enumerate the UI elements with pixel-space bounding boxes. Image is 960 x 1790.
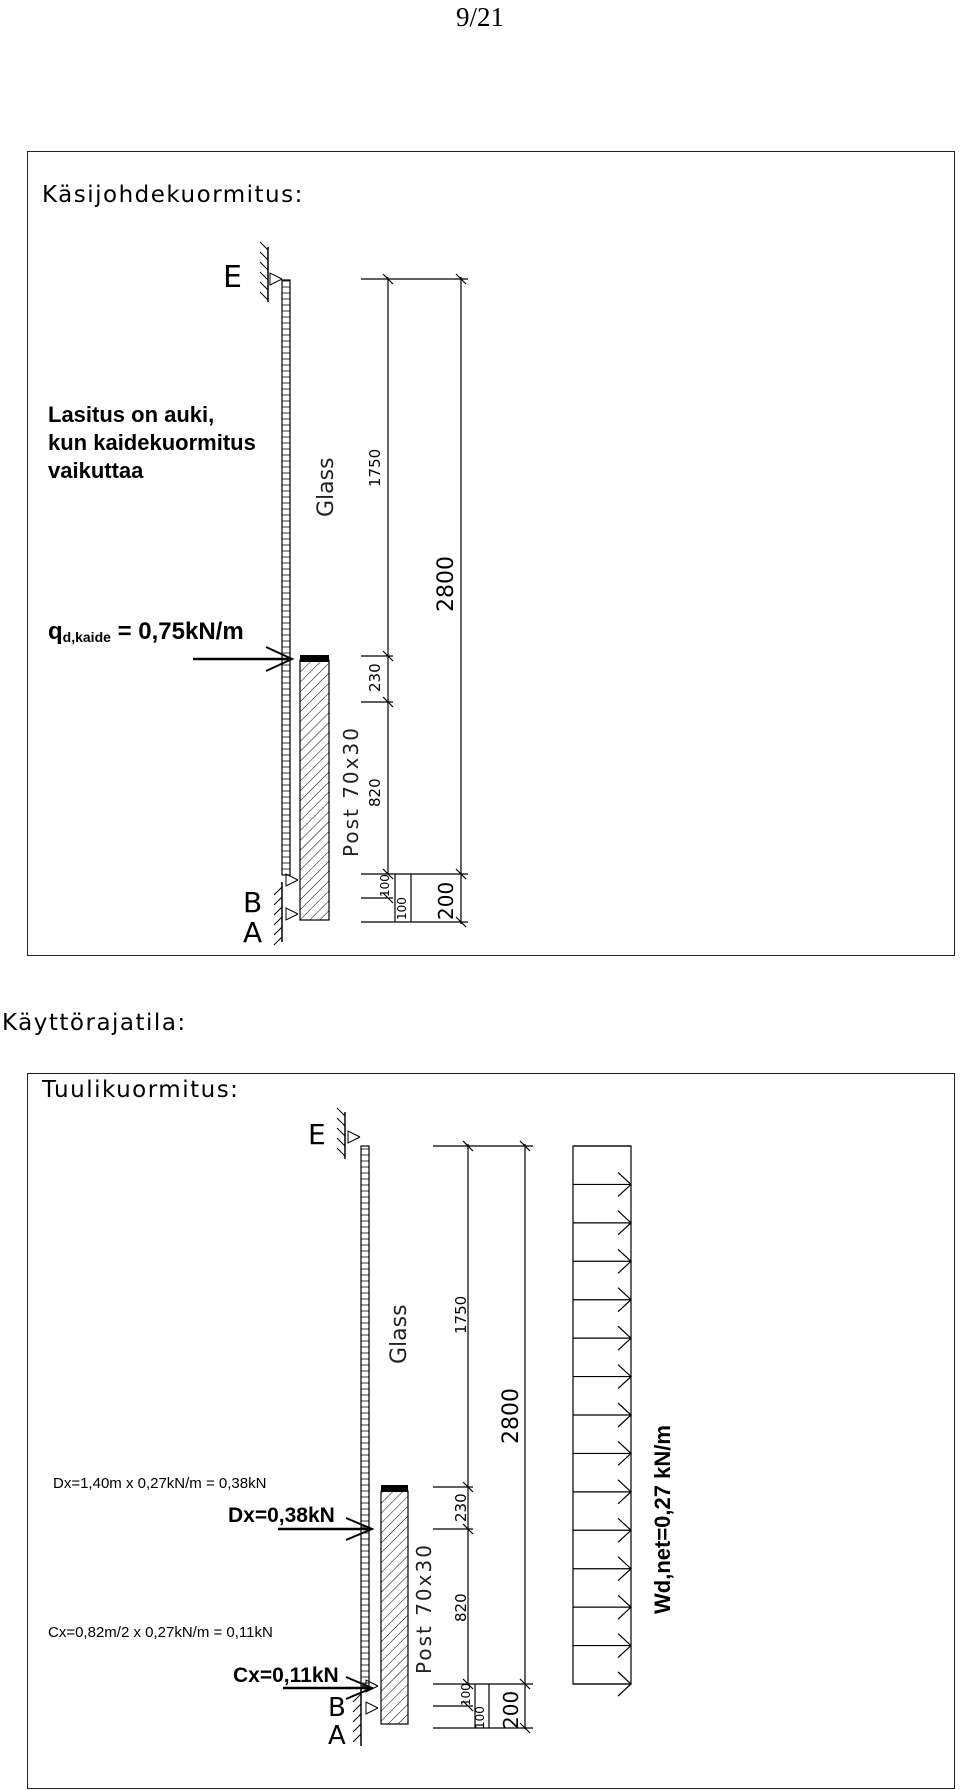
dim-2800: 2800 [434, 556, 459, 612]
support-e [223, 242, 282, 302]
support-label-a: A [243, 916, 263, 949]
glass-label: Glass [387, 1304, 412, 1364]
support-label-e: E [308, 1118, 326, 1151]
support-label-a: A [328, 1721, 346, 1751]
glass-pane [282, 280, 290, 875]
dim-2800: 2800 [499, 1388, 524, 1444]
wind-load-diagram-block [573, 1146, 631, 1696]
post [381, 1491, 408, 1724]
handrail-top [381, 1485, 408, 1492]
panel-title: Tuulikuormitus: [42, 1077, 240, 1103]
dim-100-lower: 100 [473, 1706, 487, 1729]
dim-100-lower: 100 [395, 897, 409, 920]
support-b-a [328, 1680, 378, 1751]
support-label-b: B [328, 1693, 346, 1723]
dim-820: 820 [366, 778, 384, 807]
dim-100-upper: 100 [459, 1683, 473, 1706]
handrail-top [300, 655, 329, 662]
dim-230: 230 [452, 1493, 470, 1522]
dim-1750: 1750 [452, 1295, 470, 1334]
cx-label: Cx=0,11kN [233, 1664, 339, 1687]
section-heading: Käyttörajatila: [2, 1010, 187, 1036]
dim-200: 200 [499, 1690, 523, 1729]
handrail-load-diagram [28, 152, 955, 956]
glass-label: Glass [314, 457, 339, 517]
post-label: Post 70x30 [412, 1543, 436, 1674]
wind-load-label: Wd,net=0,27 kN/m [650, 1425, 675, 1614]
wind-load-panel [27, 1073, 955, 1789]
dx-label: Dx=0,38kN [228, 1504, 335, 1527]
post [300, 660, 329, 920]
support-label-b: B [243, 886, 263, 919]
support-e [308, 1108, 360, 1159]
load-label: qd,kaide = 0,75kN/m [48, 618, 244, 645]
note-line-3: vaikuttaa [48, 458, 144, 483]
load-arrow [193, 647, 292, 671]
dim-820: 820 [452, 1593, 470, 1622]
dim-200: 200 [434, 881, 458, 920]
support-b-a [243, 874, 298, 949]
wind-load-arrows [573, 1146, 631, 1696]
page-number: 9/21 [455, 2, 504, 32]
post-label: Post 70x30 [339, 726, 363, 857]
dx-formula: Dx=1,40m x 0,27kN/m = 0,38kN [53, 1475, 267, 1492]
support-label-e: E [223, 260, 242, 295]
note-line-2: kun kaidekuormitus [48, 430, 256, 455]
handrail-load-panel [27, 151, 955, 956]
wind-load-diagram [28, 1074, 955, 1789]
cx-formula: Cx=0,82m/2 x 0,27kN/m = 0,11kN [48, 1624, 273, 1641]
panel-title: Käsijohdekuormitus: [42, 182, 304, 208]
dim-1750: 1750 [366, 448, 384, 487]
glass-pane [361, 1146, 369, 1686]
note-line-1: Lasitus on auki, [48, 402, 215, 427]
dim-230: 230 [366, 663, 384, 692]
dim-100-upper: 100 [378, 874, 392, 897]
